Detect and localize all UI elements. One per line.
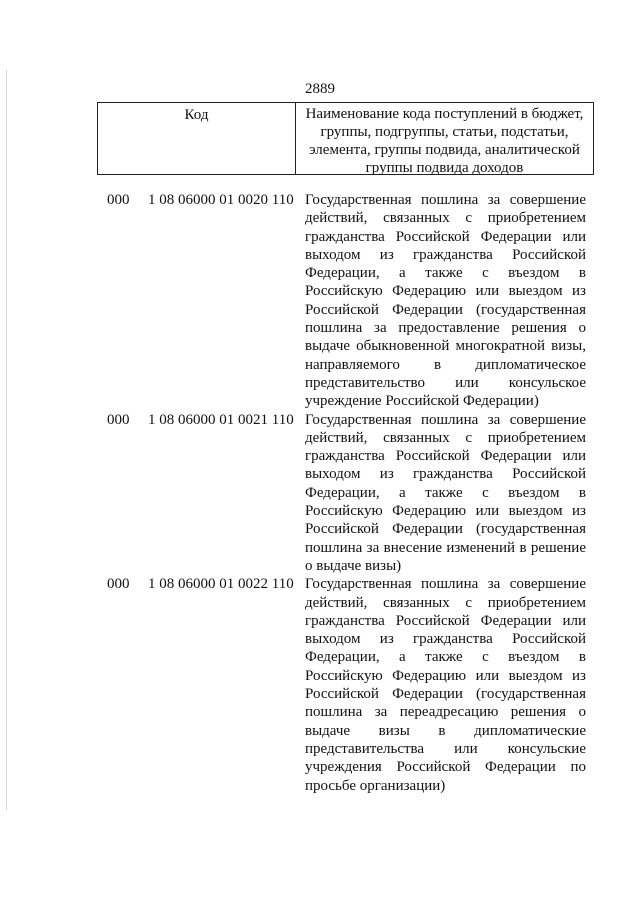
table-row <box>0 411 640 576</box>
income-code: 1 08 06000 01 0021 110 <box>148 411 294 428</box>
admin-code: 000 <box>107 576 130 593</box>
page-number: 2889 <box>305 81 335 97</box>
admin-code: 000 <box>107 192 130 208</box>
code-column-header: Код <box>98 103 296 174</box>
admin-code: 000 <box>107 411 130 428</box>
income-code: 1 08 06000 01 0020 110 <box>148 192 294 208</box>
table-row <box>0 575 640 795</box>
income-description: Государственная пошлина за совершение действий, связанных с приобретением гражданства Российской Федерации или выходом из гражданства Российской Федерации, а также с въездом в Российскую Федерацию или выездом из Российской Федерации (государственная пошлина за переадресацию решения о выдаче визы в дипломатические представительства или консульские учреждения Российской Федерации по просьбе организации) <box>305 576 586 794</box>
table-header <box>97 102 594 175</box>
income-description: Государственная пошлина за совершение действий, связанных с приобретением гражданства Российской Федерации или выходом из гражданства Российской Федерации, а также с въездом в Российскую Федерацию или выездом из Российской Федерации (государственная пошлина за предоставление решения о выдаче обыкновенной многократной визы, направляемого в дипломатическое представительство или консульское учреждение Российской Федерации) <box>305 192 586 410</box>
table-row <box>0 191 640 411</box>
income-description: Государственная пошлина за совершение действий, связанных с приобретением гражданства Российской Федерации или выходом из гражданства Российской Федерации, а также с въездом в Российскую Федерацию или выездом из Российской Федерации (государственная пошлина за внесение изменений в решение о выдаче визы) <box>305 411 586 574</box>
income-code: 1 08 06000 01 0022 110 <box>148 576 294 593</box>
name-column-header: Наименование кода поступлений в бюджет, группы, подгруппы, статьи, подстатьи, элемента, группы подвида, аналитической группы подвида доходов <box>305 106 584 176</box>
income-code-list <box>0 191 640 795</box>
